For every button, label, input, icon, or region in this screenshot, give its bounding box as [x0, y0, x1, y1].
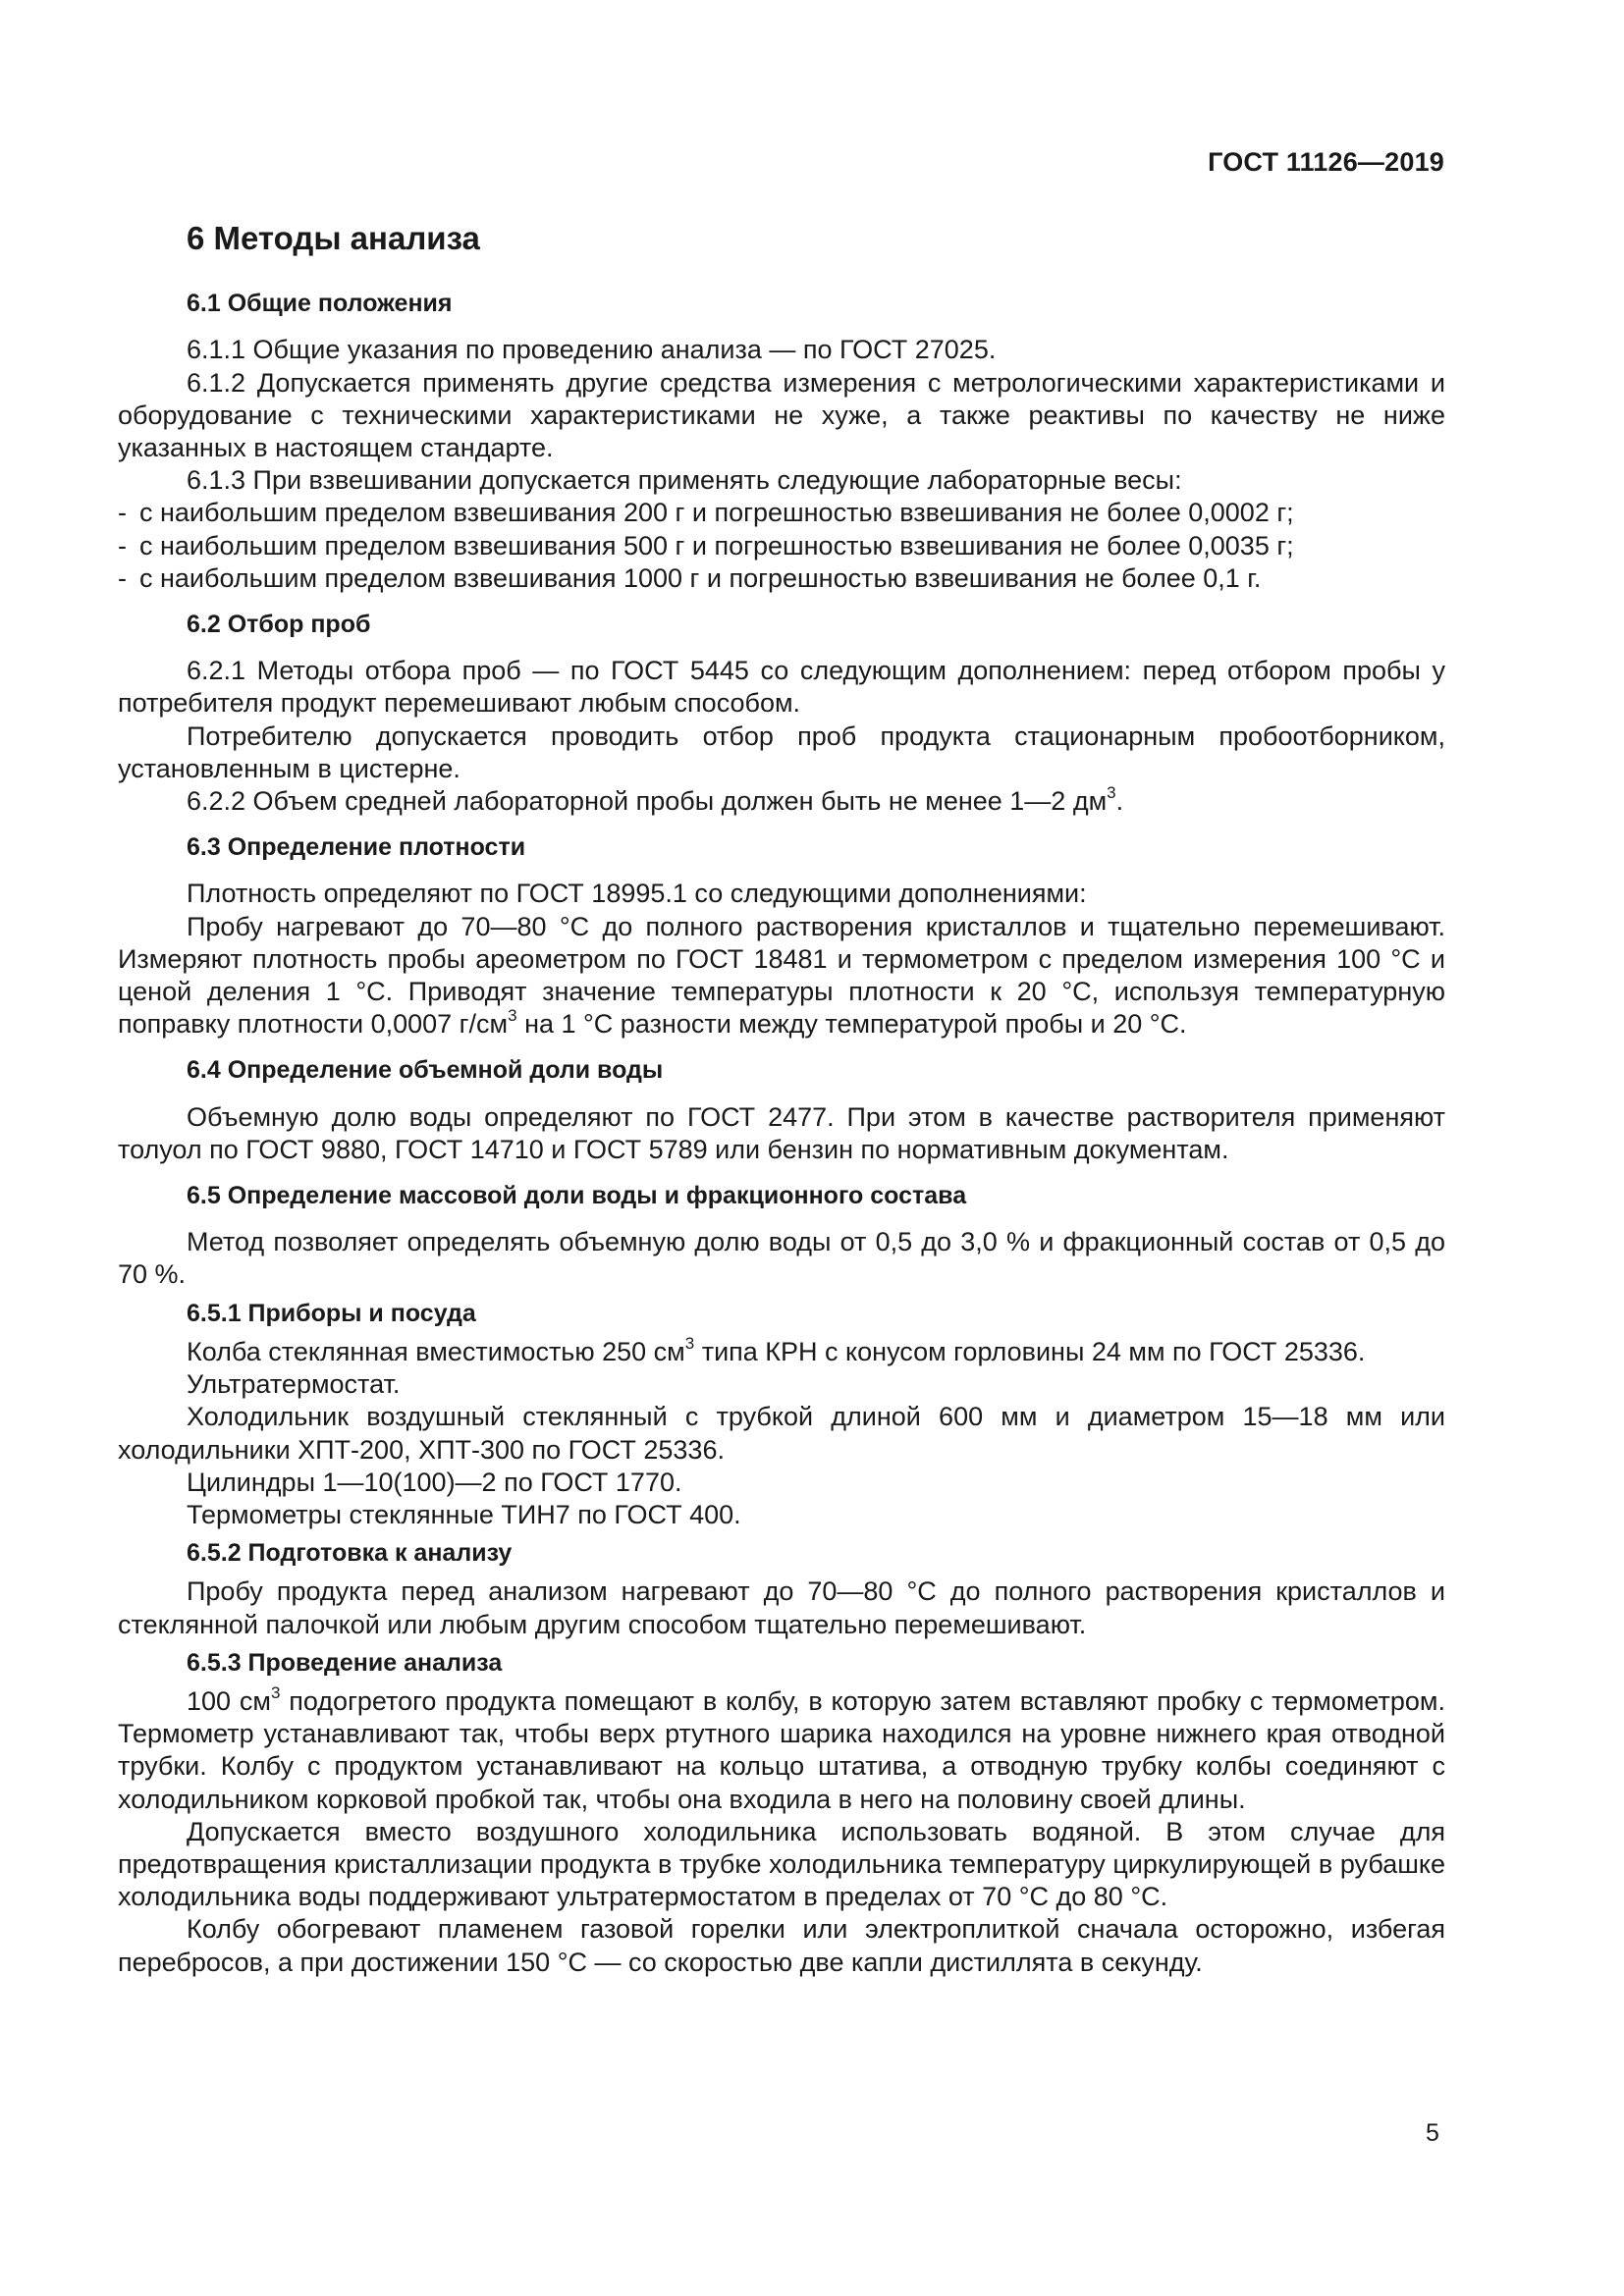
paragraph-6-3-procedure: Пробу нагревают до 70—80 °С до полного растворения кристаллов и тщательно перемешивают. Измеряют плотность пробы ареометром по ГОСТ 18481 и термометром с пределом измерения 100 °С и ценой деления 1 °С. Приводят значение температуры плотности к 20 °С, используя температурную поправку плотности 0,0007 $г/см^3$ на 1 °С разности между температурой пробы и 20 °С.: [118, 911, 1445, 1040]
document-code: ГОСТ 11126—2019: [1208, 147, 1444, 177]
paragraph-6-1-2: 6.1.2 Допускается применять другие средства измерения с метрологическими характеристиками и оборудование с техническими характеристиками не хуже, а также реактивы по качеству не ниже указанных в настоящем стандарте.: [118, 367, 1445, 463]
section-6-5-1-title: 6.5.1 Приборы и посуда: [187, 1299, 476, 1327]
paragraph-condenser: Холодильник воздушный стеклянный с трубкой длиной 600 мм и диаметром 15—18 мм или холодильники ХПТ-200, ХПТ-300 по ГОСТ 25336.: [118, 1402, 1445, 1465]
section-6-2-title: 6.2 Отбор проб: [187, 611, 371, 639]
list-item: - с наибольшим пределом взвешивания 500 г и погрешностью взвешивания не более 0,0035 г;: [118, 530, 1294, 561]
section-6-title: 6 Методы анализа: [187, 220, 480, 256]
paragraph-6-5-3-setup: 100 $см^3$ подогретого продукта помещают в колбу, в которую затем вставляют пробку с термометром. Термометр устанавливают так, чтобы верх ртутного шарика находился на уровне нижнего края отводной трубки. Колбу с продуктом устанавливают на кольцо штатива, а отводную трубку колбы соединяют с холодильником корковой пробкой так, чтобы она входила в него на половину своей длины.: [118, 1682, 1445, 1814]
page-content: [118, 222, 1445, 1979]
paragraph-6-4: Объемную долю воды определяют по ГОСТ 2477. При этом в качестве растворителя применяют толуол по ГОСТ 9880, ГОСТ 14710 и ГОСТ 5789 или бензин по нормативным документам.: [118, 1101, 1445, 1164]
paragraph-cylinders: Цилиндры 1—10(100)—2 по ГОСТ 1770.: [187, 1467, 682, 1497]
list-item: - с наибольшим пределом взвешивания 200 г и погрешностью взвешивания не более 0,0002 г;: [118, 498, 1294, 528]
section-6-5-title: 6.5 Определение массовой доли воды и фракционного состава: [187, 1182, 967, 1210]
paragraph-flask: Колба стеклянная вместимостью 250 $см^3$ типа КРН с конусом горловины 24 мм по ГОСТ 25336.: [187, 1333, 1366, 1366]
paragraph-6-3-intro: Плотность определяют по ГОСТ 18995.1 со следующими дополнениями:: [187, 879, 1087, 909]
paragraph-6-1-3: 6.1.3 При взвешивании допускается применять следующие лабораторные весы:: [187, 465, 1182, 496]
section-6-4-title: 6.4 Определение объемной доли воды: [187, 1056, 664, 1085]
section-6-3-title: 6.3 Определение плотности: [187, 833, 526, 862]
section-6-1-title: 6.1 Общие положения: [187, 290, 453, 318]
paragraph-ultrathermostat: Ультратермостат.: [187, 1369, 401, 1400]
list-item: - с наибольшим пределом взвешивания 1000 г и погрешностью взвешивания не более 0,1 г.: [118, 562, 1262, 593]
paragraph-6-2-1: 6.2.1 Методы отбора проб — по ГОСТ 5445 со следующим дополнением: перед отбором пробы у потребителя продукт перемешивают любым способом.: [118, 656, 1445, 719]
paragraph-6-5-3-heating: Колбу обогревают пламенем газовой горелки или электроплиткой сначала осторожно, избегая перебросов, а при достижении 150 °С — со скоростью две капли дистиллята в секунду.: [118, 1914, 1445, 1977]
paragraph-6-5-2: Пробу продукта перед анализом нагревают до 70—80 °С до полного растворения кристаллов и стеклянной палочкой или любым другим способом тщательно перемешивают.: [118, 1576, 1445, 1639]
paragraph-6-5: Метод позволяет определять объемную долю воды от 0,5 до 3,0 % и фракционный состав от 0,5 до 70 %.: [118, 1227, 1445, 1290]
section-6-5-3-title: 6.5.3 Проведение анализа: [187, 1648, 503, 1677]
paragraph-6-5-3-water-condenser: Допускается вместо воздушного холодильника использовать водяной. В этом случае для предотвращения кристаллизации продукта в трубке холодильника температуру циркулирующей в рубашке холодильника воды поддерживают ультратермостатом в пределах от 70 °С до 80 °С.: [118, 1816, 1445, 1912]
paragraph-thermometers: Термометры стеклянные ТИН7 по ГОСТ 400.: [187, 1499, 741, 1529]
paragraph-6-1-1: 6.1.1 Общие указания по проведению анализа — по ГОСТ 27025.: [187, 335, 997, 365]
paragraph-6-2-consumer: Потребителю допускается проводить отбор проб продукта стационарным пробоотборником, установленным в цистерне.: [118, 721, 1445, 783]
page-number: 5: [1426, 2119, 1439, 2147]
section-6-5-2-title: 6.5.2 Подготовка к анализу: [187, 1539, 513, 1568]
paragraph-6-2-2: 6.2.2 Объем средней лабораторной пробы должен быть не менее 1—2 $дм^3$.: [187, 783, 1124, 817]
